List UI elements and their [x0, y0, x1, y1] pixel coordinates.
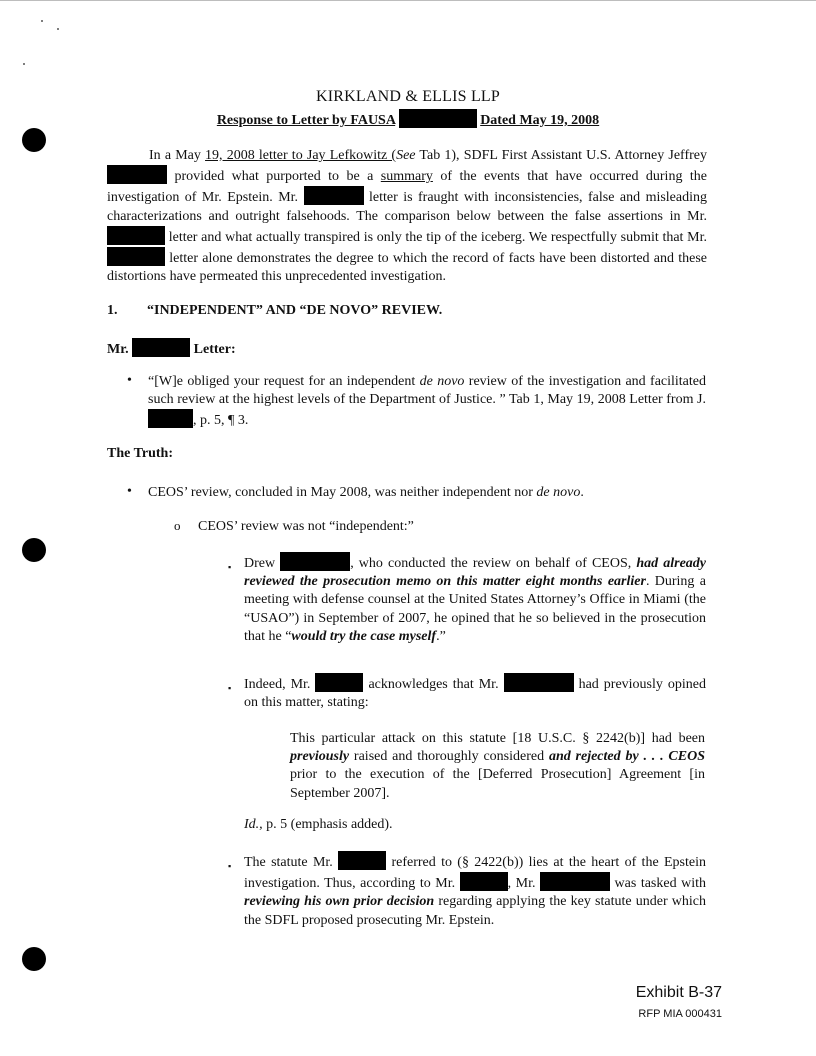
punch-hole	[22, 128, 46, 152]
redaction-bar	[148, 409, 193, 428]
intro-paragraph: In a May 19, 2008 letter to Jay Lefkowitz (See Tab 1), SDFL First Assistant U.S. Attorney Jeffrey provided what purported to be a summary of the events that have occurred during the investigation of Mr. Epstein. Mr. letter is fraught with inconsistencies, false and misleading characterizations and outright falsehoods. The comparison below between the false assertions in Mr. letter and what actually transpired is only the tip of the iceberg. We respectfully submit that Mr. letter alone demonstrates the degree to which the record of facts have been distorted and these distortions have permeated this unprecedented investigation.	[107, 148, 707, 285]
item-statute: The statute Mr. referred to (§ 2422(b)) lies at the heart of the Epstein investigation. Thus, according to Mr. , Mr. was tasked with reviewing his own prior decision regarding applying the key statute under which the SDFL proposed prosecuting Mr. Epstein.	[244, 851, 706, 930]
page-top-edge	[0, 0, 816, 1]
item-indeed: Indeed, Mr. acknowledges that Mr. had previously opined on this matter, stating:	[244, 673, 706, 712]
section-heading: 1. “INDEPENDENT” AND “DE NOVO” REVIEW.	[107, 303, 443, 318]
truth-statement: CEOS’ review, concluded in May 2008, was neither independent nor de novo.	[148, 485, 584, 500]
redaction-bar	[107, 165, 167, 184]
letter-label: Mr. Letter:	[107, 338, 236, 358]
redaction-bar	[315, 673, 363, 692]
redaction-bar	[338, 851, 386, 870]
punch-hole	[22, 947, 46, 971]
redaction-bar	[132, 338, 190, 357]
bullet-glyph: •	[127, 373, 132, 388]
sub-point: CEOS’ review was not “independent:”	[198, 519, 414, 534]
punch-hole	[22, 538, 46, 562]
block-quote: This particular attack on this statute [18 U.S.C. § 2242(b)] had been previously raised and thoroughly considered and rejected by . . . CEOS prior to the execution of the [Deferred Prosecution] Agreement [in September 2007].	[290, 731, 706, 801]
bullet-glyph: •	[127, 484, 132, 499]
redaction-bar	[460, 872, 508, 891]
bates-number: RFP MIA 000431	[638, 1008, 722, 1020]
redaction-bar	[304, 186, 364, 205]
exhibit-label: Exhibit B-37	[635, 984, 722, 1001]
scan-speck	[57, 28, 59, 30]
document-title: Response to Letter by FAUSA Dated May 19, 2008	[0, 109, 816, 129]
square-bullet-glyph: ▪	[228, 683, 232, 693]
redaction-bar	[107, 226, 165, 245]
redaction-bar	[280, 552, 350, 571]
redaction-bar	[107, 247, 165, 266]
citation: Id., p. 5 (emphasis added).	[244, 817, 393, 832]
redaction-bar	[399, 109, 477, 128]
square-bullet-glyph: ▪	[228, 861, 232, 871]
square-bullet-glyph: ▪	[228, 562, 232, 572]
scan-speck	[23, 63, 25, 65]
redaction-bar	[540, 872, 610, 891]
firm-name: KIRKLAND & ELLIS LLP	[316, 88, 500, 105]
letter-quote: “[W]e obliged your request for an independent de novo review of the investigation and facilitated such review at the highest levels of the Department of Justice. ” Tab 1, May 19, 2008 Letter from J. , p. 5, ¶ 3.	[148, 374, 707, 429]
truth-label: The Truth:	[107, 446, 173, 461]
scan-speck	[41, 20, 43, 22]
circle-bullet-glyph: o	[174, 518, 181, 533]
item-drew: Drew , who conducted the review on behalf of CEOS, had already reviewed the prosecution memo on this matter eight months earlier. During a meeting with defense counsel at the United States Attorney’s Office in Miami (the “USAO”) in September of 2007, he opined that he so believed in the prosecution that he “would try the case myself.”	[244, 552, 706, 646]
redaction-bar	[504, 673, 574, 692]
